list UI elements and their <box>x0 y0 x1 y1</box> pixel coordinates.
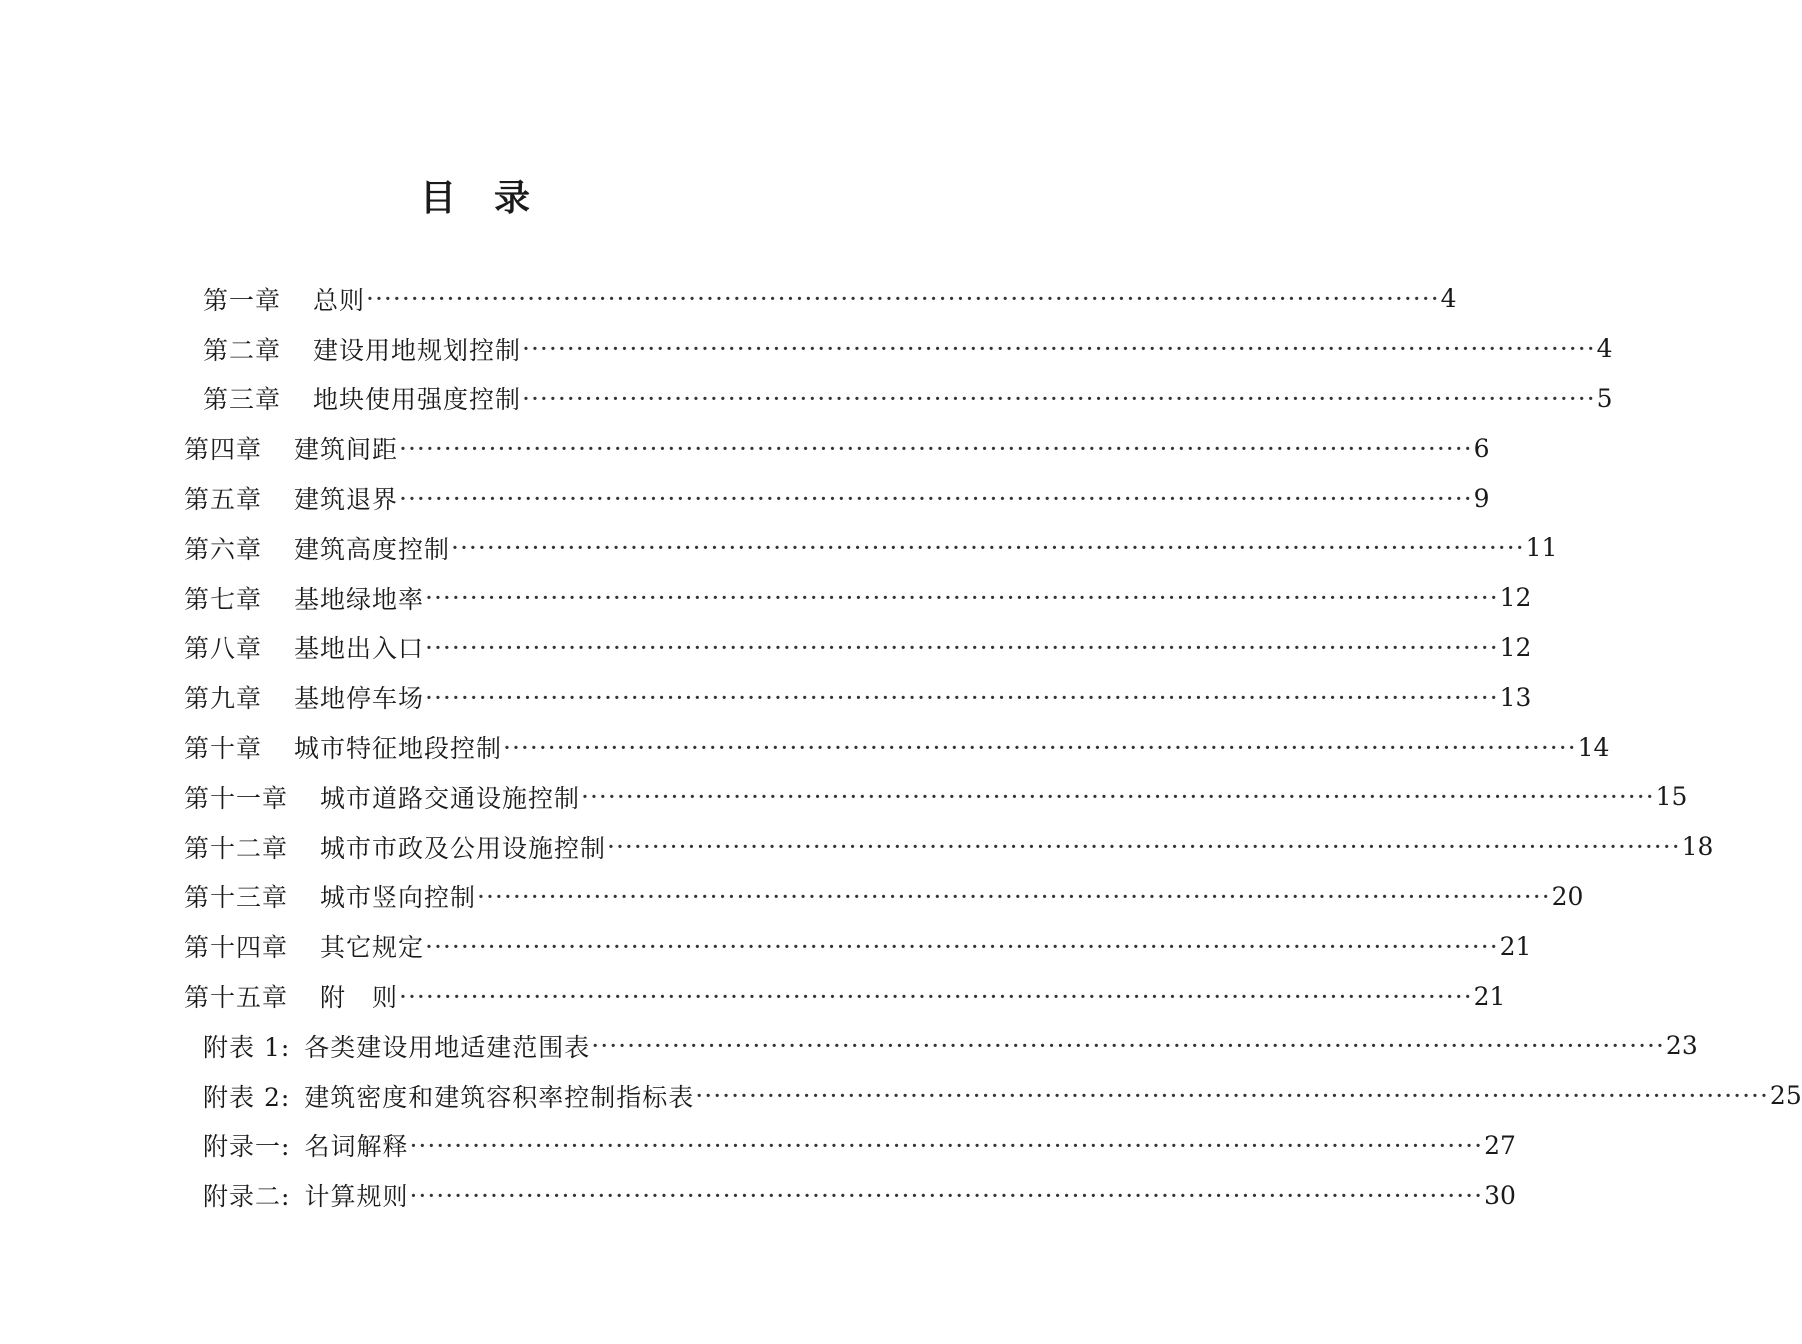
toc-entry-page: 30 <box>1484 1180 1516 1210</box>
toc-entry-title: 城市道路交通设施控制 <box>320 783 581 813</box>
toc-entry[interactable] <box>0 623 1532 673</box>
toc-entry-number: 第十三章 <box>184 883 289 913</box>
toc-entry-number: 第十五章 <box>184 983 289 1013</box>
toc-entry-number: 第三章 <box>203 385 282 415</box>
toc-entry-page: 20 <box>1551 881 1584 911</box>
toc-entry[interactable] <box>0 374 1613 424</box>
toc-entry-page: 12 <box>1499 632 1532 662</box>
toc-entry-number: 附表 2: <box>203 1082 291 1112</box>
dot-leader: ························································································································ <box>695 1081 1769 1111</box>
toc-entry-page: 14 <box>1577 732 1610 762</box>
toc-entry[interactable] <box>0 872 1584 922</box>
toc-entry[interactable] <box>0 921 1532 971</box>
toc-entry[interactable] <box>0 324 1613 374</box>
toc-entry-title: 附 则 <box>320 983 399 1013</box>
toc-entry-title: 名词解释 <box>304 1132 409 1162</box>
dot-leader: ························································································································ <box>425 931 1499 961</box>
toc-entry-number: 第一章 <box>203 285 282 315</box>
toc-entry-title: 计算规则 <box>304 1182 409 1212</box>
toc-entry-title: 城市竖向控制 <box>320 883 477 913</box>
dot-leader: ························································································································ <box>366 284 1440 314</box>
toc-entry[interactable] <box>0 573 1532 623</box>
toc-entry-number: 第六章 <box>184 534 263 564</box>
toc-entry-page: 27 <box>1484 1130 1516 1160</box>
toc-entry-title: 建筑退界 <box>294 485 399 515</box>
toc-entry[interactable] <box>0 423 1490 473</box>
toc-entry-number: 第七章 <box>184 584 263 614</box>
dot-leader: ························································································································ <box>591 1031 1665 1061</box>
table-of-contents <box>0 274 1802 1220</box>
toc-entry-number: 第二章 <box>203 335 282 365</box>
dot-leader: ························································································································ <box>425 682 1499 712</box>
dot-leader: ························································································································ <box>425 632 1499 662</box>
toc-entry-page: 23 <box>1665 1031 1698 1061</box>
toc-entry-number: 第十二章 <box>184 833 289 863</box>
toc-entry-number: 附表 1: <box>203 1032 291 1062</box>
toc-entry-title: 城市市政及公用设施控制 <box>320 833 607 863</box>
toc-entry-title: 各类建设用地适建范围表 <box>304 1032 591 1062</box>
dot-leader: ························································································································ <box>522 383 1596 413</box>
toc-entry-page: 21 <box>1499 931 1532 961</box>
toc-entry[interactable] <box>0 1170 1516 1220</box>
toc-entry[interactable] <box>0 274 1457 324</box>
toc-entry[interactable] <box>0 473 1490 523</box>
toc-entry-number: 第九章 <box>184 684 263 714</box>
toc-entry-title: 基地出入口 <box>294 634 425 664</box>
toc-entry-page: 4 <box>1596 334 1613 364</box>
toc-entry[interactable] <box>0 672 1532 722</box>
dot-leader: ························································································································ <box>409 1180 1484 1210</box>
toc-entry-title: 地块使用强度控制 <box>313 385 522 415</box>
toc-entry[interactable] <box>0 971 1506 1021</box>
toc-entry-title: 建筑密度和建筑容积率控制指标表 <box>304 1082 695 1112</box>
toc-entry-page: 21 <box>1473 981 1506 1011</box>
toc-entry-number: 第十一章 <box>184 783 289 813</box>
dot-leader: ························································································································ <box>451 533 1525 563</box>
toc-entry-number: 第四章 <box>184 435 263 465</box>
toc-entry-number: 第十章 <box>184 734 263 764</box>
toc-entry-title: 建设用地规划控制 <box>313 335 522 365</box>
toc-entry[interactable] <box>0 822 1714 872</box>
title-char-right: 录 <box>494 177 531 219</box>
dot-leader: ························································································································ <box>607 832 1681 862</box>
dot-leader: ························································································································ <box>409 1130 1484 1160</box>
toc-entry-title: 总则 <box>313 285 366 315</box>
toc-entry-title: 建筑间距 <box>294 435 399 465</box>
toc-entry-page: 4 <box>1440 284 1457 314</box>
toc-entry-page: 13 <box>1499 682 1532 712</box>
dot-leader: ························································································································ <box>399 433 1473 463</box>
toc-entry[interactable] <box>0 1021 1698 1071</box>
toc-entry[interactable] <box>0 722 1610 772</box>
toc-entry-number: 第八章 <box>184 634 263 664</box>
toc-entry-title: 建筑高度控制 <box>294 534 451 564</box>
toc-entry-number: 附录二: <box>203 1182 291 1212</box>
toc-entry-number: 附录一: <box>203 1132 291 1162</box>
toc-entry-page: 12 <box>1499 583 1532 613</box>
toc-entry-page: 18 <box>1681 832 1714 862</box>
toc-entry-title: 基地停车场 <box>294 684 425 714</box>
toc-entry-page: 6 <box>1473 433 1490 463</box>
dot-leader: ························································································································ <box>503 732 1577 762</box>
toc-entry-number: 第五章 <box>184 485 263 515</box>
dot-leader: ························································································································ <box>581 782 1655 812</box>
toc-entry-number: 第十四章 <box>184 933 289 963</box>
toc-entry-page: 5 <box>1596 383 1613 413</box>
toc-entry-page: 11 <box>1525 533 1558 563</box>
toc-entry[interactable] <box>0 1121 1516 1171</box>
toc-entry-title: 基地绿地率 <box>294 584 425 614</box>
dot-leader: ························································································································ <box>522 334 1596 364</box>
toc-entry-page: 25 <box>1769 1081 1802 1111</box>
dot-leader: ························································································································ <box>399 981 1473 1011</box>
toc-entry[interactable] <box>0 772 1688 822</box>
toc-entry[interactable] <box>0 523 1558 573</box>
toc-entry-page: 9 <box>1473 483 1490 513</box>
toc-entry[interactable] <box>0 1071 1802 1121</box>
dot-leader: ························································································································ <box>425 583 1499 613</box>
toc-entry-title: 城市特征地段控制 <box>294 734 503 764</box>
toc-entry-page: 15 <box>1655 782 1688 812</box>
page-title <box>0 170 950 226</box>
toc-entry-title: 其它规定 <box>320 933 425 963</box>
title-char-left: 目 <box>419 177 456 219</box>
dot-leader: ························································································································ <box>399 483 1473 513</box>
dot-leader: ························································································································ <box>477 881 1551 911</box>
